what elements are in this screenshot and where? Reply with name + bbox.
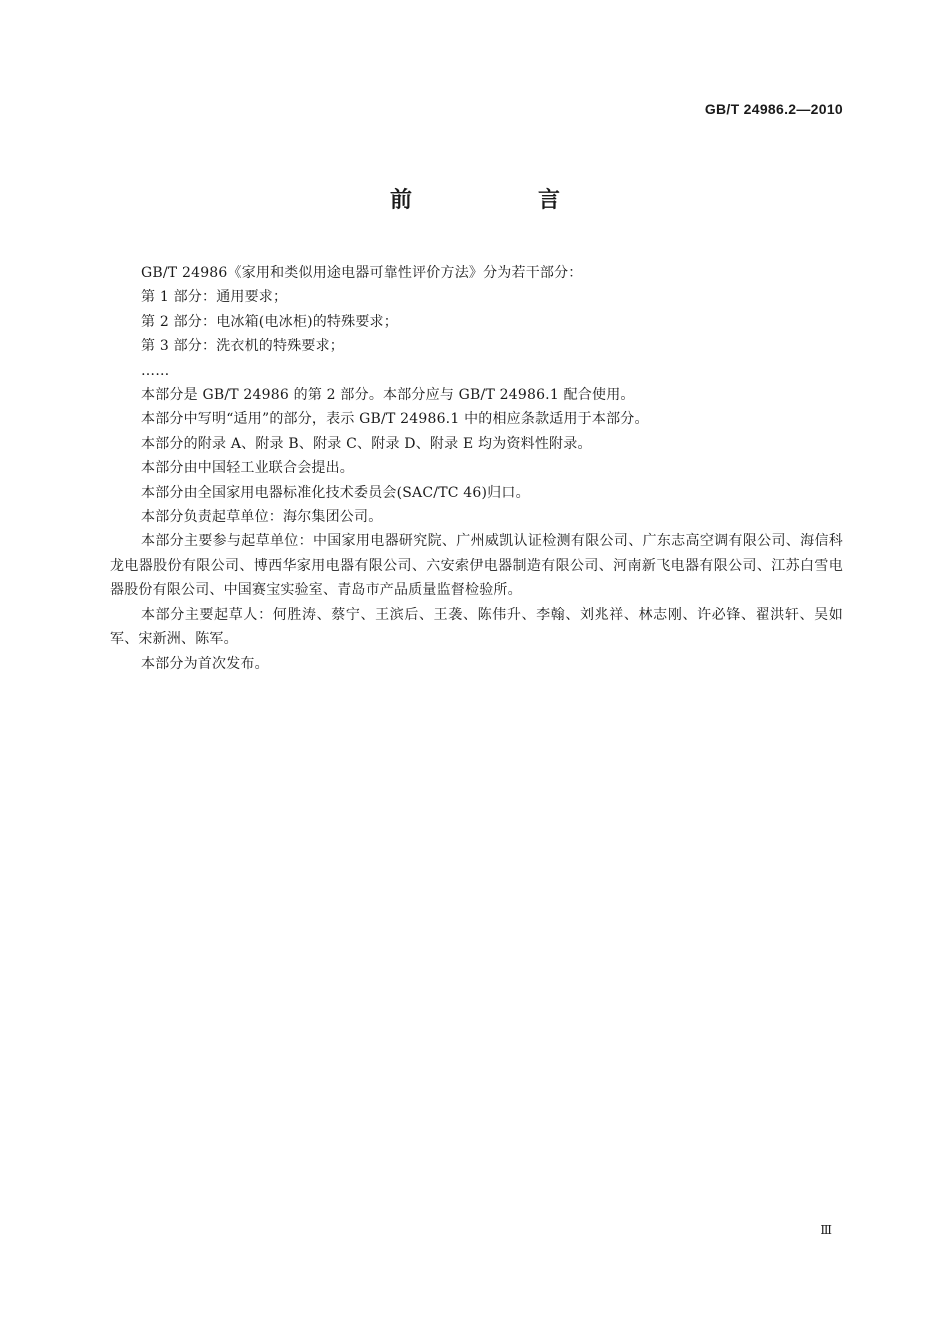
page-title: 前 言	[389, 188, 612, 213]
paragraph-committee: 本部分由全国家用电器标准化技术委员会(SAC/TC 46)归口。	[141, 484, 530, 501]
paragraph-part-2: 第 2 部分：电冰箱(电冰柜)的特殊要求；	[141, 313, 398, 330]
paragraph-proposer: 本部分由中国轻工业联合会提出。	[141, 460, 354, 477]
page-number: Ⅲ	[820, 1223, 833, 1237]
paragraph-annexes: 本部分的附录 A、附录 B、附录 C、附录 D、附录 E 均为资料性附录。	[141, 435, 592, 452]
paragraph-part-1: 第 1 部分：通用要求；	[141, 289, 288, 306]
paragraph-participating-units: 本部分主要参与起草单位：中国家用电器研究院、广州威凯认证检测有限公司、广东志高空调有限公司、海信科龙电器股份有限公司、博西华家用电器有限公司、六安索伊电器制造有限公司、河南新飞电器有限公司、江苏白雪电器股份有限公司、中国赛宝实验室、青岛市产品质量监督检验所。	[110, 533, 843, 599]
paragraph-intro: GB/T 24986《家用和类似用途电器可靠性评价方法》分为若干部分：	[141, 265, 583, 281]
paragraph-drafters: 本部分主要起草人：何胜涛、蔡宁、王滨后、王袭、陈伟升、李翰、刘兆祥、林志刚、许必锋、翟洪轩、吴如军、宋新洲、陈军。	[110, 606, 843, 648]
foreword-body	[110, 261, 843, 676]
paragraph-applicability: 本部分中写明“适用”的部分，表示 GB/T 24986.1 中的相应条款适用于本部分。	[141, 411, 649, 428]
paragraph-ellipsis: ……	[141, 362, 170, 379]
paragraph-lead-drafter: 本部分负责起草单位：海尔集团公司。	[141, 509, 383, 526]
paragraph-scope: 本部分是 GB/T 24986 的第 2 部分。本部分应与 GB/T 24986.1 配合使用。	[141, 387, 635, 404]
paragraph-first-edition: 本部分为首次发布。	[141, 655, 269, 672]
standard-number: GB/T 24986.2—2010	[704, 101, 843, 117]
paragraph-part-3: 第 3 部分：洗衣机的特殊要求；	[141, 338, 345, 355]
